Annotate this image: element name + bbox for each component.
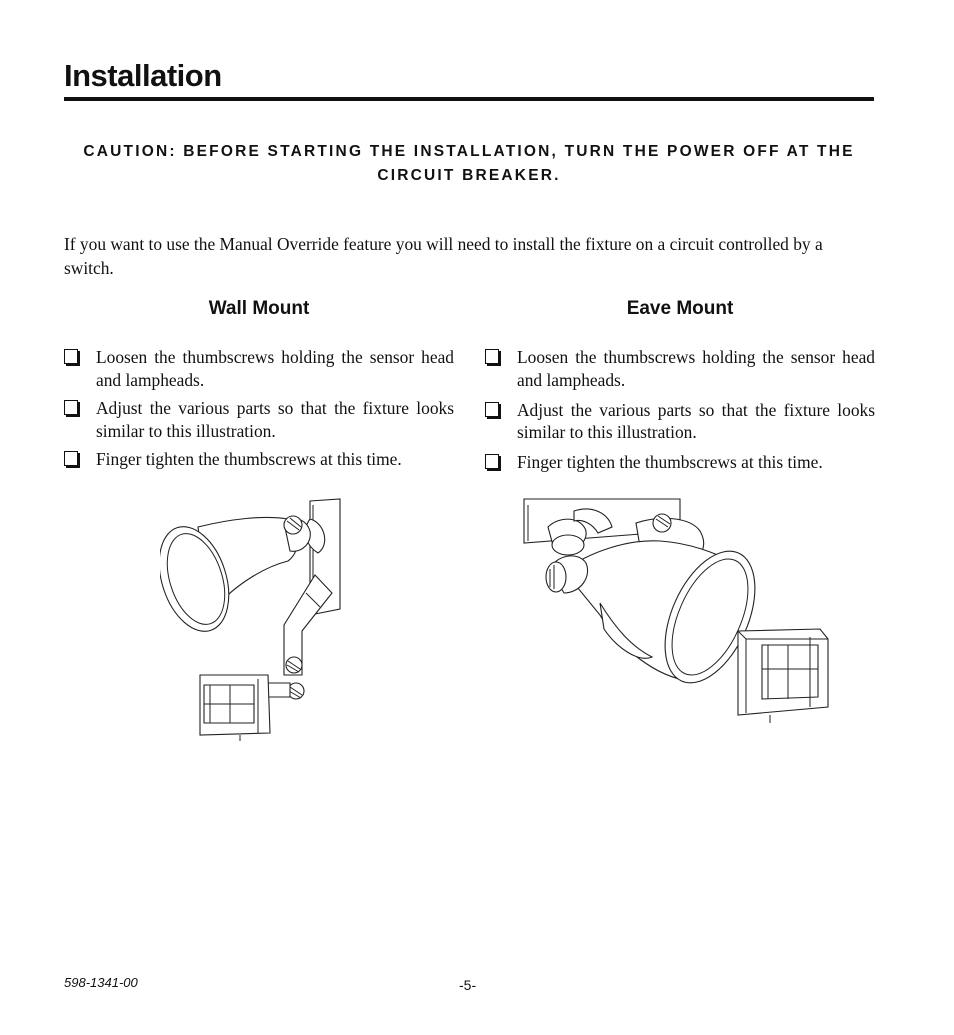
step-text: Adjust the various parts so that the fixture looks similar to this illustration. — [517, 399, 875, 442]
step-text: Loosen the thumbscrews holding the sensor head and lampheads. — [96, 347, 454, 390]
step-text: Finger tighten the thumbscrews at this time. — [517, 452, 823, 472]
checkbox-icon — [485, 454, 499, 469]
checkbox-icon — [485, 402, 499, 417]
list-item — [64, 448, 454, 471]
step-text: Loosen the thumbscrews holding the sensor head and lampheads. — [517, 347, 875, 390]
list-item — [64, 397, 454, 442]
page-number: -5- — [459, 977, 477, 993]
list-item — [485, 451, 875, 474]
eave-mount-illustration — [520, 497, 832, 725]
step-text: Finger tighten the thumbscrews at this time. — [96, 449, 402, 469]
caution-notice: CAUTION: BEFORE STARTING THE INSTALLATION, TURN THE POWER OFF AT THE CIRCUIT BREAKER. — [83, 143, 855, 184]
wall-mount-section — [64, 296, 454, 477]
list-item — [64, 346, 454, 391]
eave-mount-section — [485, 296, 875, 481]
wall-mount-illustration — [160, 497, 342, 743]
title-rule — [64, 97, 874, 101]
eave-mount-steps — [485, 346, 875, 474]
list-item — [485, 399, 875, 444]
checkbox-icon — [485, 349, 499, 364]
page-title: Installation — [64, 58, 222, 93]
checkbox-icon — [64, 451, 78, 466]
wall-mount-steps — [64, 346, 454, 471]
document-code: 598-1341-00 — [64, 975, 138, 990]
list-item — [485, 346, 875, 391]
checkbox-icon — [64, 349, 78, 364]
intro-paragraph: If you want to use the Manual Override feature you will need to install the fixture on a circuit controlled by a switch. — [64, 234, 823, 278]
step-text: Adjust the various parts so that the fixture looks similar to this illustration. — [96, 398, 454, 441]
wall-mount-heading: Wall Mount — [208, 298, 310, 319]
checkbox-icon — [64, 400, 78, 415]
eave-mount-heading: Eave Mount — [626, 298, 734, 319]
